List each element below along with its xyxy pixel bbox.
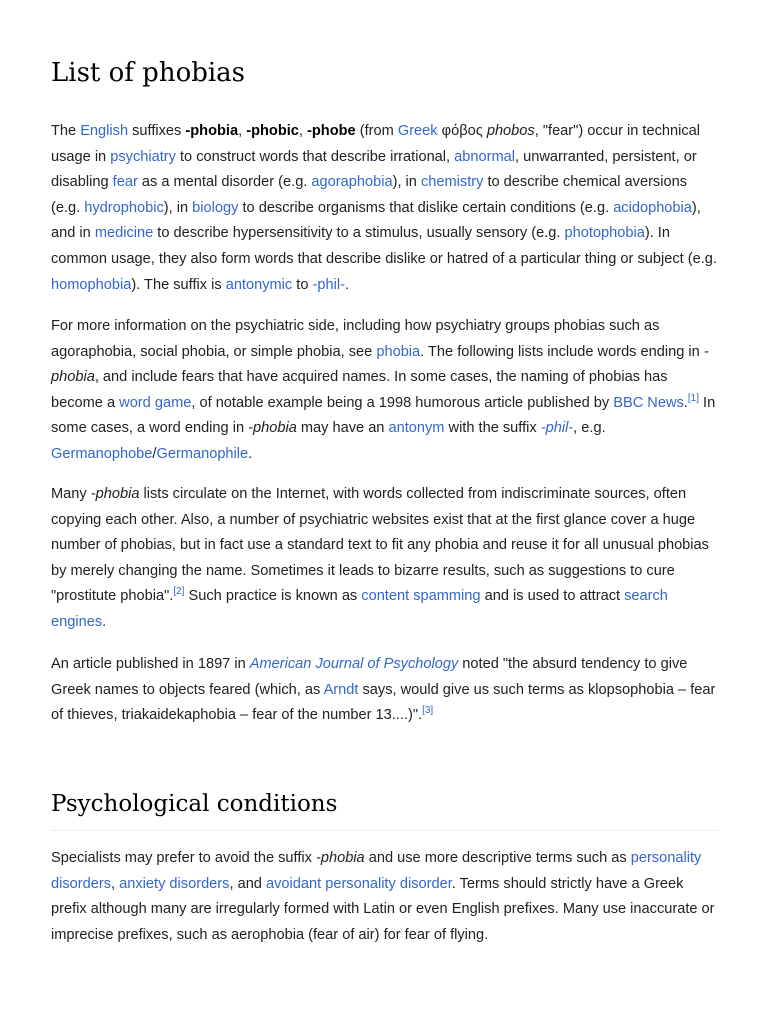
text: Many [51, 486, 91, 502]
text: , [111, 875, 120, 892]
text: , [238, 123, 247, 139]
text: with the suffix [444, 420, 541, 437]
text: to construct words that describe irrational, [175, 148, 455, 165]
reference-3[interactable]: [3] [422, 705, 434, 717]
text: to describe hypersensitivity to a stimulus, usually sensory (e.g. [153, 225, 565, 242]
link-antonymic[interactable]: antonymic [225, 276, 293, 293]
bold-suffix-phobia: -phobia [185, 123, 239, 139]
text: ), in [163, 199, 193, 216]
text: , [298, 123, 308, 139]
link-content-spamming[interactable]: content spamming [361, 588, 481, 605]
text: , and [229, 875, 266, 892]
link-phobia[interactable]: phobia [376, 343, 421, 360]
text: suffixes [128, 123, 186, 139]
text: (from [355, 123, 398, 139]
link-photophobia[interactable]: photophobia [564, 225, 645, 242]
link-acidophobia[interactable]: acidophobia [613, 199, 692, 216]
link-psychiatry[interactable]: psychiatry [110, 148, 176, 165]
text: , of notable example being a 1998 humorous article published by [191, 394, 614, 411]
section-heading-psychological-conditions: Psychological conditions [51, 788, 718, 831]
reference-2[interactable]: [2] [173, 586, 185, 598]
text: to describe chemical aversions (e.g. [51, 174, 687, 216]
text: ), in [392, 174, 421, 191]
text: ). The suffix is [131, 276, 226, 293]
italic-phobia: -phobia [90, 486, 140, 502]
link-anxiety-disorders[interactable]: anxiety disorders [119, 875, 230, 892]
link-chemistry[interactable]: chemistry [420, 174, 484, 191]
text: may have an [296, 420, 389, 437]
bold-suffix-phobe: -phobe [307, 123, 356, 139]
italic-phobia: -phobia [315, 850, 365, 866]
internet-lists-paragraph [51, 482, 718, 636]
text: to describe organisms that dislike certain conditions (e.g. [238, 199, 614, 216]
italic-phobia: -phobia [248, 420, 297, 437]
link-bbc-news[interactable]: BBC News [613, 394, 684, 411]
link-avoidant-personality-disorder[interactable]: avoidant personality disorder [265, 875, 452, 892]
specialists-paragraph [51, 846, 718, 948]
text: and use more descriptive terms such as [364, 850, 631, 866]
text: In some cases, a word ending in [51, 394, 716, 437]
text: φόβος [437, 123, 487, 139]
text: Such practice is known as [184, 588, 362, 605]
text: ). In common usage, they also form words that describe dislike or hatred of a particular thing or subject (e.g. [51, 225, 717, 267]
text: to [292, 276, 313, 293]
psychiatric-paragraph [51, 314, 718, 468]
italic-journal-title: American Journal of Psychology [249, 656, 459, 672]
text: . The following lists include words ending in [420, 343, 704, 360]
text: , e.g. [573, 420, 606, 437]
text: , unwarranted, persistent, or disabling [51, 148, 697, 191]
link-greek[interactable]: Greek [397, 123, 438, 139]
text: . [248, 445, 253, 462]
bold-suffix-phobic: -phobic [246, 123, 299, 139]
text: noted "the absurd tendency to give Greek names to objects feared (which, as [51, 656, 688, 698]
link-fear[interactable]: fear [112, 174, 138, 191]
link-phil[interactable] [541, 420, 573, 436]
text: The [51, 123, 81, 139]
link-search-engines[interactable]: search engines [51, 588, 668, 630]
link-hydrophobic[interactable]: hydrophobic [84, 199, 164, 216]
link-word-game[interactable]: word game [119, 394, 192, 411]
italic-phobia: -phobia [51, 343, 709, 386]
link-homophobia[interactable]: homophobia [51, 276, 132, 293]
text: says, would give us such terms as klopsophobia – fear of thieves, triakaidekaphobia – fear of the number 13....)". [51, 681, 716, 724]
link-american-journal-of-psychology[interactable] [250, 656, 458, 672]
reference-1[interactable]: [1] [687, 392, 699, 404]
link-arndt[interactable]: Arndt [323, 681, 359, 698]
link-medicine[interactable]: medicine [94, 225, 154, 242]
text: / [152, 445, 157, 462]
text: Specialists may prefer to avoid the suffix [51, 850, 316, 866]
italic-phil: -phil- [540, 420, 574, 437]
text: , and include fears that have acquired names. In some cases, the naming of phobias has become a [51, 369, 668, 411]
link-agoraphobia[interactable]: agoraphobia [311, 174, 393, 191]
intro-paragraph [51, 119, 718, 298]
text: For more information on the psychiatric side, including how psychiatry groups phobias such as agoraphobia, social phobia, or simple phobia, see [51, 318, 660, 360]
link-personality-disorders[interactable]: personality disorders [51, 850, 702, 892]
italic-phobos: phobos [486, 123, 535, 139]
link-english[interactable]: English [80, 123, 129, 139]
text: ), and in [51, 199, 701, 242]
text: . Terms should strictly have a Greek prefix although many are irregularly formed with Latin or even English prefixes. Many use inaccurate or imprecise prefixes, such as aerophobia (fear of air) for fear of flying. [51, 875, 715, 943]
text: and is used to attract [480, 588, 625, 605]
text: as a mental disorder (e.g. [137, 174, 312, 191]
text: . [683, 394, 688, 411]
page-title: List of phobias [51, 58, 246, 88]
article-1897-paragraph [51, 652, 718, 729]
text: lists circulate on the Internet, with words collected from indiscriminate sources, often copying each other. Also, a number of psychiatric websites exist that at the first glance cover a huge number of phobias, but in fact use a standard text to fit any phobia and reuse it for all unusual phobias by merely changing the name. Sometimes it leads to bizarre results, such as suggestions to cure "prostitute phobia". [51, 486, 709, 605]
text: . [102, 613, 107, 630]
link-germanophobe[interactable]: Germanophobe [51, 445, 153, 462]
link-antonym[interactable]: antonym [388, 420, 445, 437]
text: An article published in 1897 in [51, 656, 250, 672]
text: , "fear") occur in technical usage in [51, 123, 701, 165]
text: . [344, 276, 349, 293]
link-abnormal[interactable]: abnormal [454, 148, 515, 165]
link-phil[interactable]: -phil- [312, 276, 345, 293]
link-germanophile[interactable]: Germanophile [156, 445, 249, 462]
link-biology[interactable]: biology [192, 199, 239, 216]
